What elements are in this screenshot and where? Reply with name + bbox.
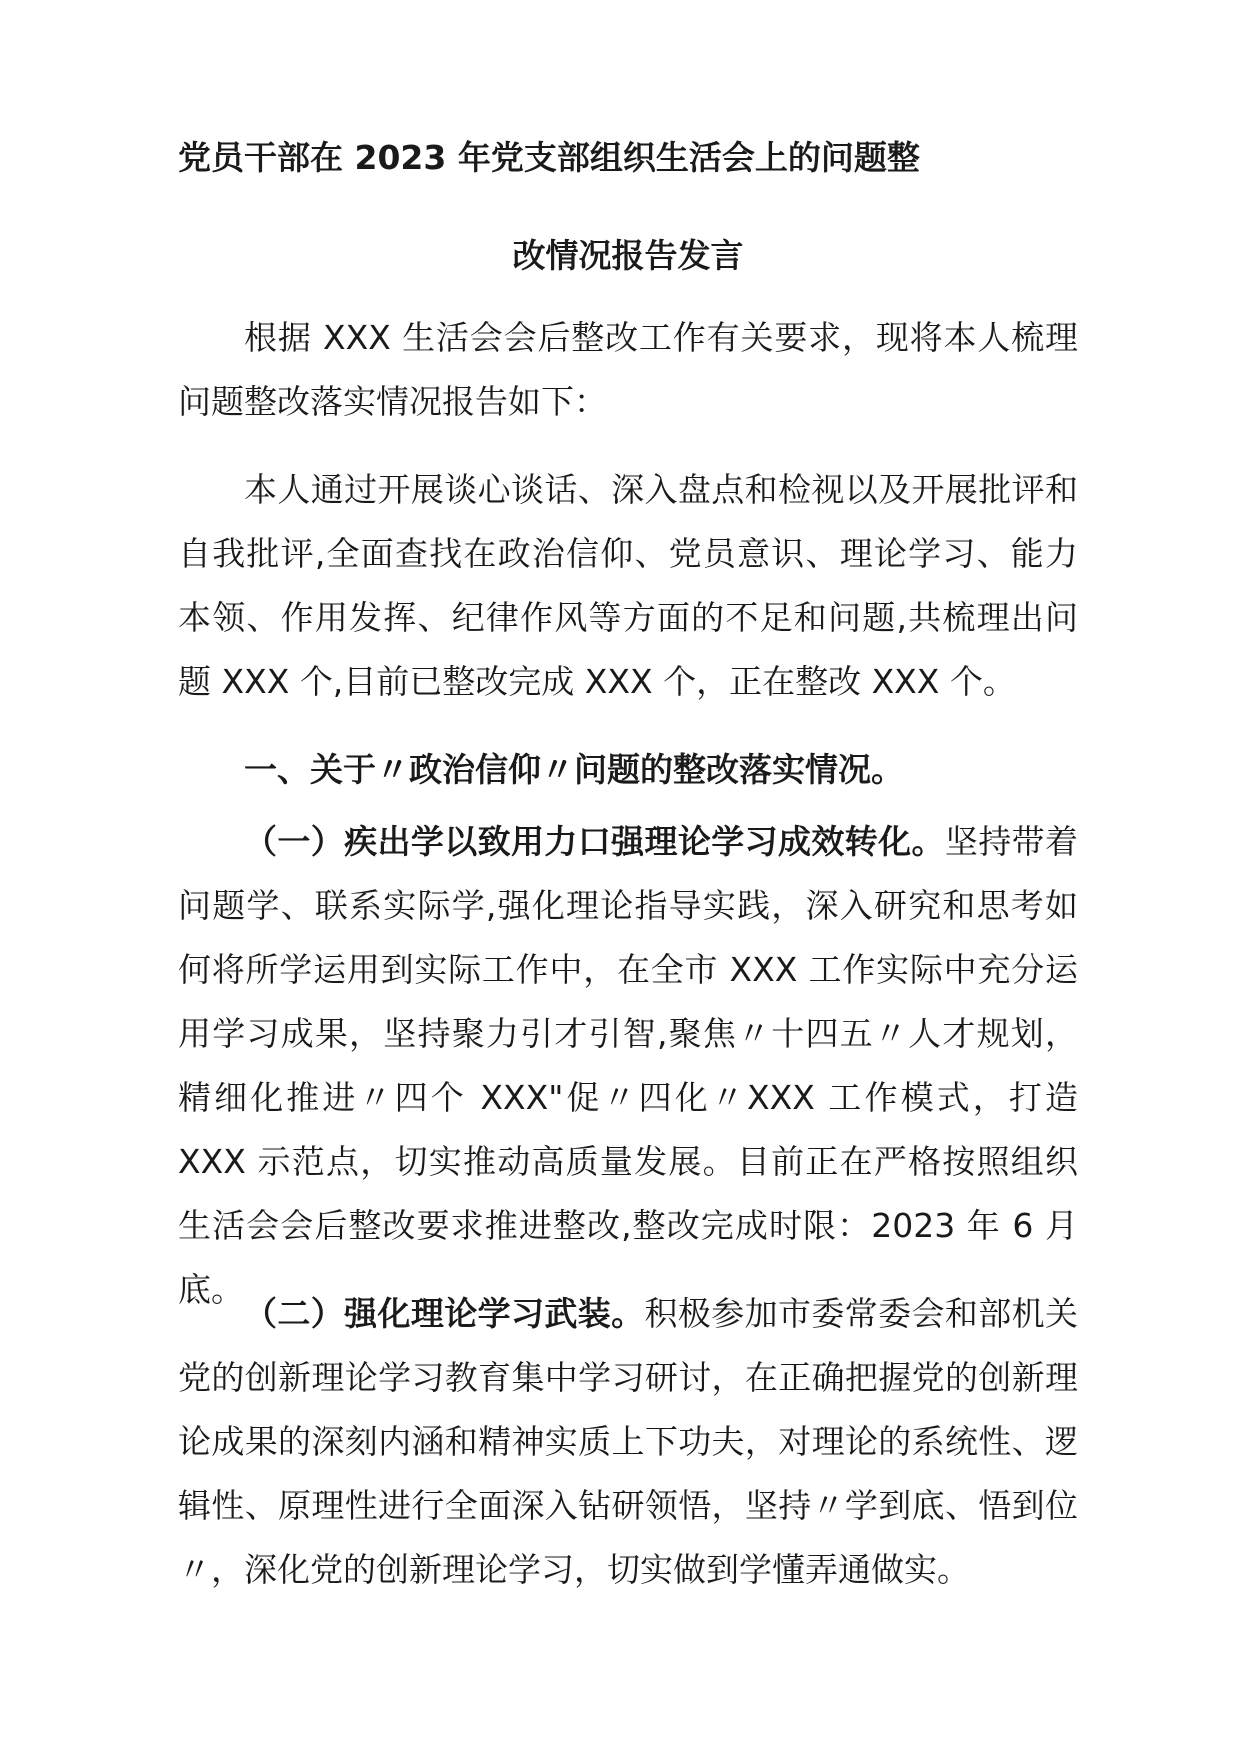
paragraph-summary: 本人通过开展谈心谈话、深入盘点和检视以及开展批评和自我批评,全面查找在政治信仰、党员意识、理论学习、能力本领、作用发挥、纪律作风等方面的不足和问题,共梳理出问题 XXX 个,目前已整改完成 XXX 个，正在整改 XXX 个。 — [178, 470, 1078, 701]
paragraph-section-2 — [178, 1282, 1078, 1602]
document-title-line2: 改情况报告发言 — [512, 236, 744, 275]
section-2-lead: （二）强化理论学习武装。 — [244, 1294, 645, 1333]
document-title-line1: 党员干部在 2023 年党支部组织生活会上的问题整 — [178, 138, 920, 177]
section-2-body: 积极参加市委常委会和部机关党的创新理论学习教育集中学习研讨，在正确把握党的创新理论成果的深刻内涵和精神实质上下功夫，对理论的系统性、逻辑性、原理性进行全面深入钻研领悟，坚持〃学到底、悟到位〃，深化党的创新理论学习，切实做到学懂弄通做实。 — [178, 1294, 1078, 1589]
section-1-lead: （一）疾出学以致用力口强理论学习成效转化。 — [244, 822, 945, 861]
paragraph-intro: 根据 XXX 生活会会后整改工作有关要求，现将本人梳理问题整改落实情况报告如下： — [178, 318, 1078, 421]
section-1-body: 坚持带着问题学、联系实际学,强化理论指导实践，深入研究和思考如何将所学运用到实际工作中，在全市 XXX 工作实际中充分运用学习成果，坚持聚力引才引智,聚焦〃十四五〃人才规划，精细化推进〃四个 XXX"促〃四化〃XXX 工作模式，打造 XXX 示范点，切实推动高质量发展。目前正在严格按照组织生活会会后整改要求推进整改,整改完成时限：2023 年 6 月底。 — [178, 822, 1078, 1309]
paragraph-section-1 — [178, 810, 1078, 1322]
section-heading-1: 一、关于〃政治信仰〃问题的整改落实情况。 — [244, 750, 904, 789]
